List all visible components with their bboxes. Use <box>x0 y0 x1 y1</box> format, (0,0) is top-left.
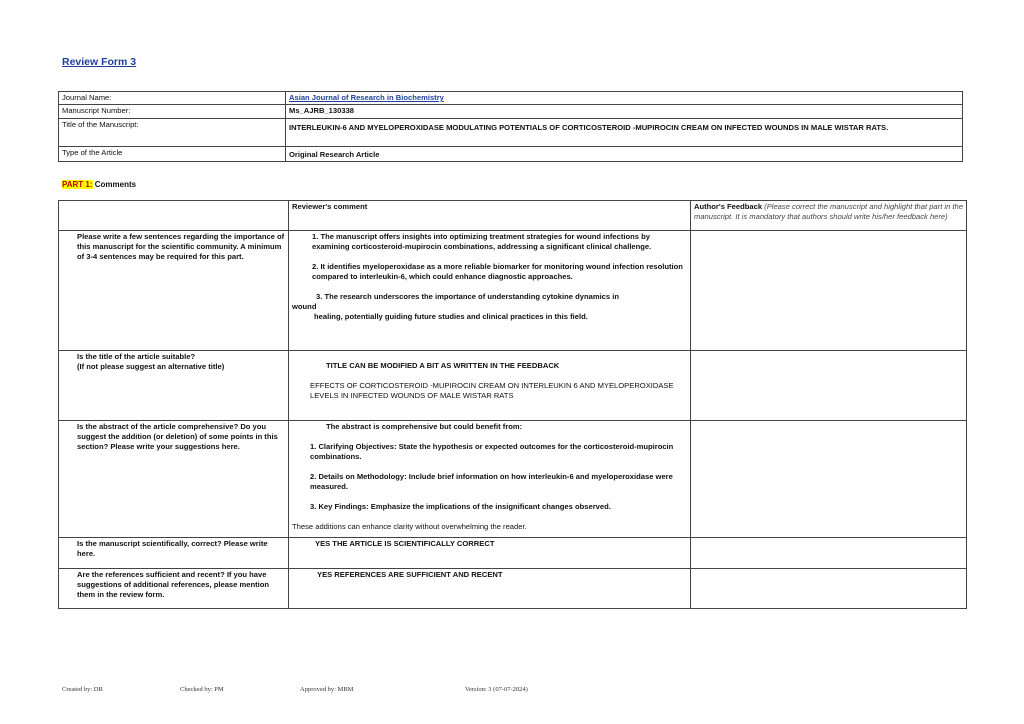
article-type-label: Type of the Article <box>59 147 286 162</box>
author-feedback-note: (Please correct the manuscript and highlight that part in the manuscript. It is mandatory that authors should write his/her feedback here) <box>694 202 963 221</box>
form-title: Review Form 3 <box>62 56 137 68</box>
comment-point: wound <box>292 302 317 311</box>
author-feedback-cell[interactable] <box>691 538 967 569</box>
reviewer-comment <box>289 231 691 351</box>
footer-checked: Checked by: PM <box>180 686 224 693</box>
journal-link[interactable]: Asian Journal of Research in Biochemistry <box>289 93 444 102</box>
table-row <box>59 569 967 609</box>
comment-point: 3. Key Findings: Emphasize the implications of the insignificant changes observed. <box>310 502 611 511</box>
author-feedback-cell[interactable] <box>691 569 967 609</box>
author-feedback-cell[interactable] <box>691 351 967 421</box>
journal-label: Journal Name: <box>59 92 286 105</box>
part-label: PART 1: <box>62 180 93 189</box>
comment-point: The abstract is comprehensive but could benefit from: <box>326 422 523 431</box>
question: Please write a few sentences regarding the importance of this manuscript for the scientific community. A minimum of 3-4 sentences may be required for this part. <box>59 231 289 351</box>
table-row <box>59 231 967 351</box>
manuscript-title: INTERLEUKIN-6 AND MYELOPEROXIDASE MODULATING POTENTIALS OF CORTICOSTEROID -MUPIROCIN CREAM ON INFECTED WOUNDS IN MALE WISTAR RATS. <box>286 119 963 147</box>
author-feedback-title: Author's Feedback <box>694 202 763 211</box>
comment-point: 3. The research underscores the importance of understanding cytokine dynamics in <box>316 292 619 301</box>
comment-point: TITLE CAN BE MODIFIED A BIT AS WRITTEN IN THE FEEDBACK <box>326 361 560 370</box>
manuscript-number: Ms_AJRB_130338 <box>286 105 963 119</box>
reviewer-comment <box>289 421 691 538</box>
reviewer-comment-header: Reviewer's comment <box>289 201 691 231</box>
footer-created: Created by: DR <box>62 686 103 693</box>
comment-point: EFFECTS OF CORTICOSTEROID -MUPIROCIN CREAM ON INTERLEUKIN 6 AND MYELOPEROXIDASE LEVELS IN INFECTED WOUNDS OF MALE WISTAR RATS <box>310 381 674 400</box>
part-heading <box>62 180 136 189</box>
question: Is the manuscript scientifically, correct? Please write here. <box>59 538 289 569</box>
article-type: Original Research Article <box>286 147 963 162</box>
comment-point: 1. The manuscript offers insights into optimizing treatment strategies for wound infections by examining corticosteroid-mupirocin combinations, addressing a significant clinical challenge. <box>312 232 652 251</box>
table-row <box>59 421 967 538</box>
comment-point: healing, potentially guiding future studies and clinical practices in this field. <box>314 312 588 321</box>
comments-table <box>58 200 967 609</box>
comment-point: 1. Clarifying Objectives: State the hypothesis or expected outcomes for the corticosteroid-mupirocin combinations. <box>310 442 674 461</box>
title-label: Title of the Manuscript: <box>59 119 286 147</box>
manuscript-number-label: Manuscript Number: <box>59 105 286 119</box>
question: Are the references sufficient and recent? If you have suggestions of additional references, please mention them in the review form. <box>59 569 289 609</box>
comment-point: These additions can enhance clarity without overwhelming the reader. <box>292 522 527 531</box>
footer-approved: Approved by: MBM <box>300 686 354 693</box>
author-feedback-cell[interactable] <box>691 231 967 351</box>
manuscript-info-table <box>58 91 963 162</box>
comment-point: 2. Details on Methodology: Include brief information on how interleukin-6 and myeloperoxidase were measured. <box>310 472 673 491</box>
table-row <box>59 351 967 421</box>
comment-point: 2. It identifies myeloperoxidase as a more reliable biomarker for monitoring wound infection resolution compared to interleukin-6, which could enhance diagnostic approaches. <box>312 262 683 281</box>
author-feedback-cell[interactable] <box>691 421 967 538</box>
part-title: Comments <box>92 180 137 189</box>
question: Is the abstract of the article comprehensive? Do you suggest the addition (or deletion) of some points in this section? Please write your suggestions here. <box>59 421 289 538</box>
reviewer-comment: YES REFERENCES ARE SUFFICIENT AND RECENT <box>289 569 691 609</box>
footer-version: Version: 3 (07-07-2024) <box>465 686 528 693</box>
reviewer-comment: YES THE ARTICLE IS SCIENTIFICALLY CORRECT <box>289 538 691 569</box>
author-feedback-header <box>691 201 967 231</box>
table-row <box>59 538 967 569</box>
reviewer-comment <box>289 351 691 421</box>
question: Is the title of the article suitable? (If not please suggest an alternative title) <box>59 351 289 421</box>
